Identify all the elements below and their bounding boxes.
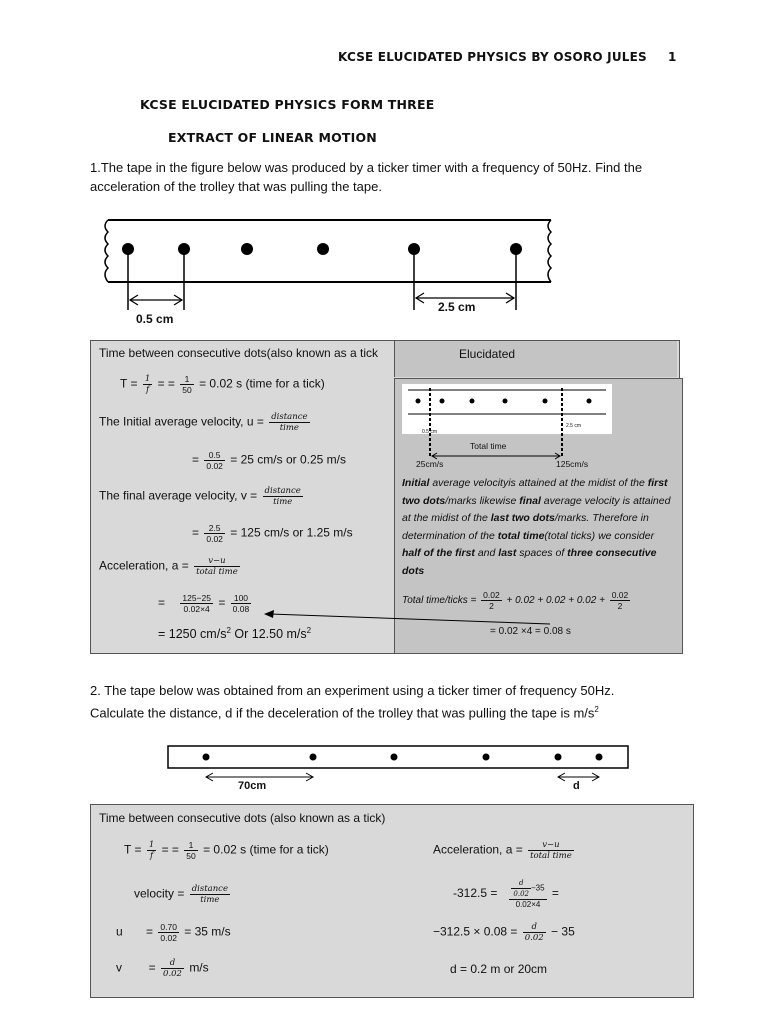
question-1-text: 1.The tape in the figure below was produced by a ticker timer with a frequency of 50Hz. Find the acceleration of the trolley that was pulling the tape.	[90, 160, 643, 194]
acceleration-substitution: -312.5 = $\frac{d}{0.02}$ −35 0.02×4 =	[453, 879, 559, 909]
acceleration-rearranged: −312.5 × 0.08 = $\frac{d}{0.02}$ − 35	[433, 922, 575, 943]
tape1-label-left: 0.5 cm	[136, 312, 174, 326]
question-2-line-1: 2. The tape below was obtained from an experiment using a ticker timer of frequency 50Hz.	[90, 683, 615, 698]
document-title: KCSE ELUCIDATED PHYSICS FORM THREE	[140, 97, 435, 112]
initial-velocity-formula: The Initial average velocity, u = $\frac{\text{distance}}{\text{time}}$	[99, 412, 308, 433]
period-formula-1: T = $\frac{1}{f}$ = = $\frac{1}{50}$ = 0.02 s (time for a tick)	[120, 374, 325, 395]
acceleration-result-1: = 1250 $cm/s^2$ Or 12.50 $m/s^2$	[158, 626, 312, 642]
distance-result: d = 0.2 m or 20cm	[450, 962, 548, 976]
tape2-label-left: 70cm	[238, 780, 267, 792]
total-time-result: = 0.02 ×4 = 0.08 s	[490, 626, 571, 637]
mini-label-left: 0.5 cm	[422, 429, 438, 435]
initial-velocity-2: u = $\frac{0.70}{0.02}$ = 35 m/s	[116, 922, 231, 943]
acceleration-formula-2: Acceleration, a = $\frac{v-u}{\text{total time}}$	[433, 840, 572, 861]
acceleration-calculation-1: = $\frac{125-25}{0.02\times 4}$ = $\frac{100}{0.08}$	[158, 593, 250, 614]
ticker-tape-figure-2	[166, 744, 632, 794]
connector-arrow	[260, 606, 560, 628]
running-header: KCSE ELUCIDATED PHYSICS BY OSORO JULES	[338, 50, 647, 64]
final-velocity-formula: The final average velocity, v = $\frac{\text{distance}}{\text{time}}$	[99, 486, 301, 507]
document-subtitle: EXTRACT OF LINEAR MOTION	[168, 130, 377, 145]
velocity-formula-2: velocity = $\frac{\text{distance}}{\text{time}}$	[134, 884, 228, 905]
question-2-line-2: Calculate the distance, d if the deceleration of the trolley that was pulling the tape is $m/s^2$	[90, 705, 599, 721]
page-number: 1	[668, 50, 677, 64]
tape1-label-right: 2.5 cm	[438, 300, 476, 314]
total-time-label: Total time	[470, 441, 507, 451]
tick-definition-2: Time between consecutive dots (also known as a tick)	[99, 811, 386, 825]
acceleration-formula-1: Acceleration, a = $\frac{v-u}{\text{total time}}$	[99, 556, 238, 577]
final-velocity-2: v = $\frac{d}{0.02}$ m/s	[116, 958, 209, 979]
initial-velocity-marker: 25cm/s	[416, 459, 444, 469]
final-velocity-marker: 125cm/s	[556, 459, 589, 469]
elucidated-title: Elucidated	[459, 347, 516, 361]
initial-velocity-result: = $\frac{0.5}{0.02}$ = 25 cm/s or 0.25 m/s	[192, 450, 346, 471]
final-velocity-result: = $\frac{2.5}{0.02}$ = 125 cm/s or 1.25 m/s	[192, 523, 353, 544]
mini-label-right: 2.5 cm	[566, 423, 582, 429]
total-time-formula: Total time/ticks = $\frac{0.02}{2}$ + 0.02 + 0.02 + 0.02 + $\frac{0.02}{2}$	[402, 590, 629, 611]
elucidated-header	[394, 341, 677, 377]
elucidation-paragraph: Initial average velocityis attained at the midist of the first two dots/marks likewise final average velocity is attained at the midist of the last two dots/marks. Therefore in determination of the total time(total ticks) we consider half of the first and last spaces of three consecutive dots	[402, 477, 671, 577]
period-formula-2: T = $\frac{1}{f}$ = = $\frac{1}{50}$ = 0.02 s (time for a tick)	[124, 840, 329, 861]
tape2-label-right: d	[573, 780, 580, 792]
tick-definition: Time between consecutive dots(also known as a tick	[99, 346, 379, 360]
